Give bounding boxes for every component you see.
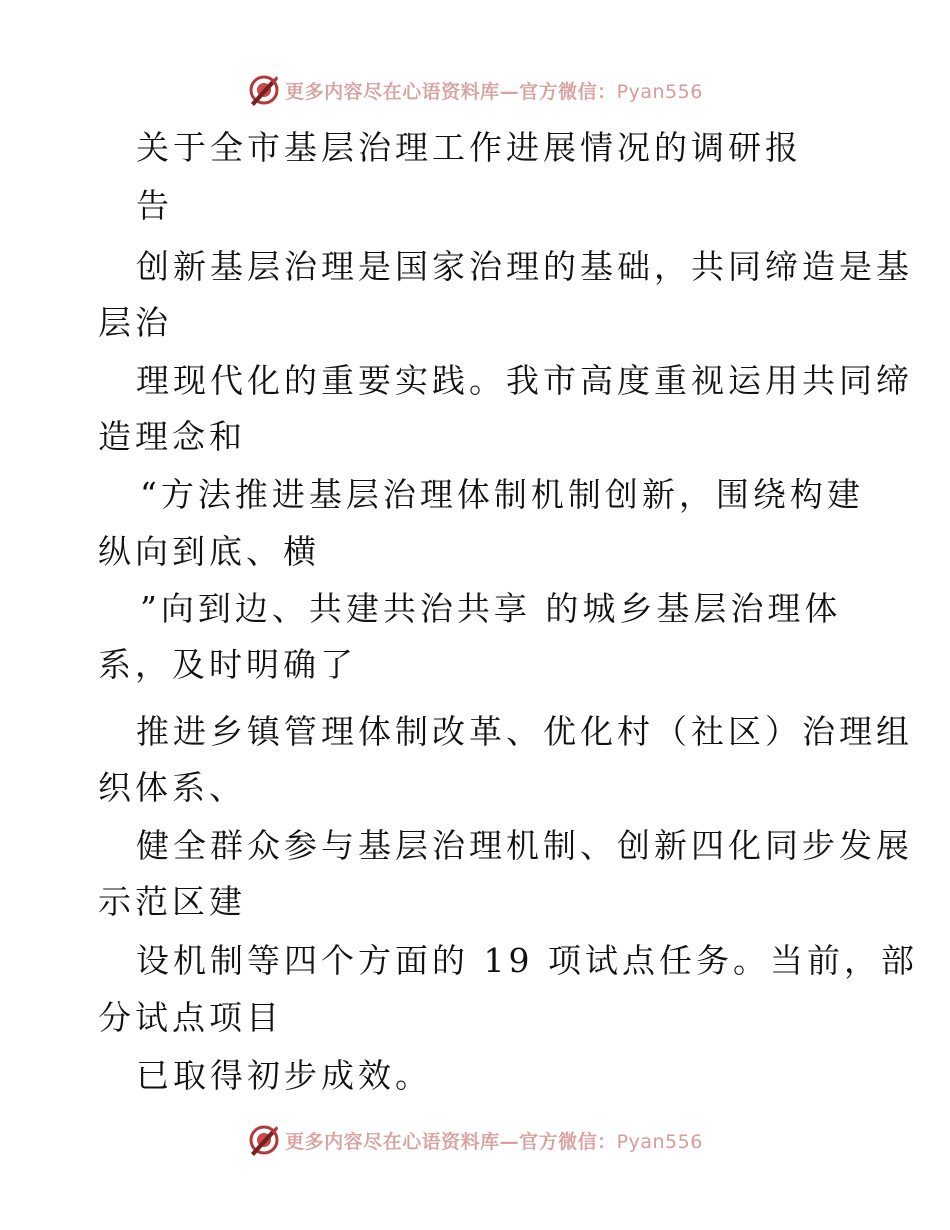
paragraph-line: ”向到边、共建共治共享 的城乡基层治理体 xyxy=(140,589,842,628)
paragraph-line: 纵向到底、横 xyxy=(98,532,320,571)
paragraph-line: “方法推进基层治理体制机制创新，围绕构建 xyxy=(140,475,864,514)
watermark-text: 更多内容尽在心语资料库—官方微信：Pyan556 xyxy=(285,80,703,103)
header-watermark xyxy=(0,70,950,110)
document-title-line-2: 告 xyxy=(136,186,173,225)
paragraph-line: 健全群众参与基层治理机制、创新四化同步发展 xyxy=(136,826,913,865)
paragraph-line: 造理念和 xyxy=(98,417,246,456)
paragraph-line: 推进乡镇管理体制改革、优化村（社区）治理组 xyxy=(136,712,913,751)
paragraph-line: 设机制等四个方面的 19 项试点任务。当前，部 xyxy=(136,941,918,980)
paragraph-line: 创新基层治理是国家治理的基础，共同缔造是基 xyxy=(136,247,913,286)
document-title-line-1: 关于全市基层治理工作进展情况的调研报 xyxy=(136,128,802,167)
paragraph-line: 分试点项目 xyxy=(98,998,283,1037)
paragraph-line: 理现代化的重要实践。我市高度重视运用共同缔 xyxy=(136,361,913,400)
paragraph-line: 织体系、 xyxy=(98,768,246,807)
paragraph-line: 系，及时明确了 xyxy=(98,645,357,684)
pen-logo-icon xyxy=(247,1123,281,1157)
paragraph-line: 层治 xyxy=(98,303,172,342)
paragraph-line: 示范区建 xyxy=(98,882,246,921)
watermark-text: 更多内容尽在心语资料库—官方微信：Pyan556 xyxy=(285,1130,703,1153)
paragraph-line: 已取得初步成效。 xyxy=(136,1056,432,1095)
footer-watermark xyxy=(0,1120,950,1160)
pen-logo-icon xyxy=(247,73,281,107)
